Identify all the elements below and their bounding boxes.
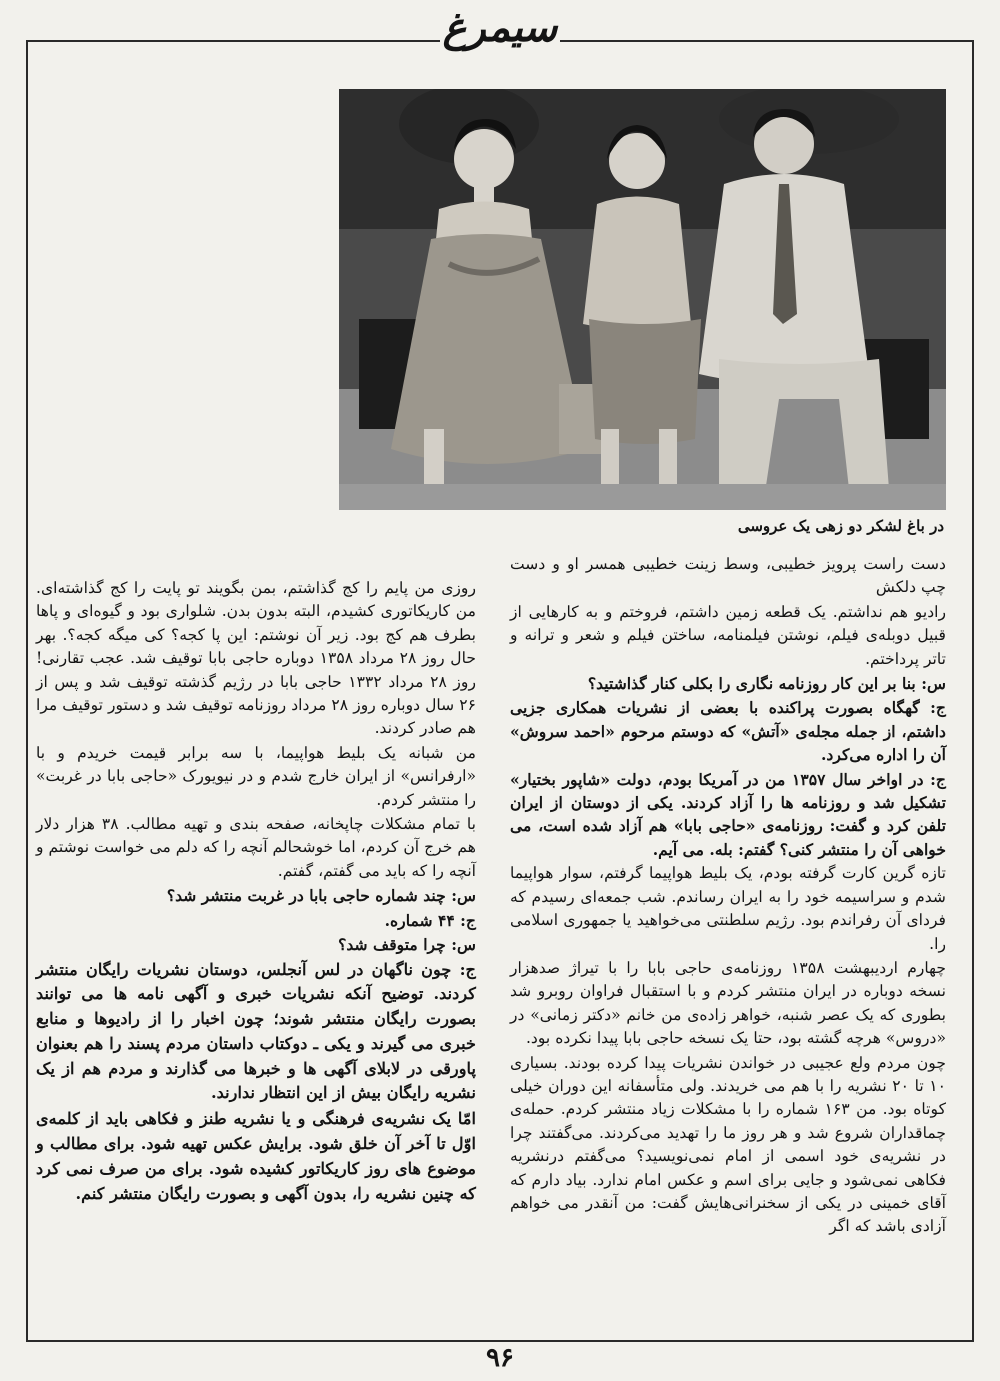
magazine-masthead: سیمرغ xyxy=(440,0,560,56)
paragraph: چون مردم ولع عجیبی در خواندن نشریات پیدا کرده بودند. بسیاری ۱۰ تا ۲۰ نشریه را با هم می خریدند. ولی متأسفانه این دوران خیلی کوتاه بود. من ۱۶۳ شماره را با مشکلات زیاد منتشر کردم. حمله‌ی چماقداران شروع شد و هر روز ما را تهدید می‌کردند. می‌گفتند چرا در نشریه‌ی خود اسمی از امام نمی‌نویسید؟ می‌گفتم درنشریه فکاهی نمی‌شود و جایی برای اسم و عکس امام ندارد. بیاد دارم که آقای خمینی در یکی از سخنرانی‌هایش گفت: من آنقدر می خواهم آزادی باشد که اگر xyxy=(510,1053,946,1236)
paragraph: روزی من پایم را کج گذاشتم، بمن بگویند تو پایت را کج گذاشته‌ای. من کاریکاتوری کشیدم، البته بدون بدن. شلواری بود و گیوه‌ای و پاها بطرف هم کج بود. زیر آن نوشتم: این پا کجه؟ کی میگه کجه؟. بهر حال روز ۲۸ مرداد ۱۳۵۸ دوباره حاجی بابا توقیف شد. عجب تقارنی! روز ۲۸ مرداد ۱۳۳۲ حاجی بابا در رژیم گذشته توقیف شد و پس از ۲۶ سال دوباره روز ۲۸ مرداد روزنامه توقیف شد و دستور توقیف مرا هم صادر کردند. xyxy=(36,579,476,738)
paragraph: با تمام مشکلات چاپخانه، صفحه بندی و تهیه مطالب. ۳۸ هزار دلار هم خرج آن کردم، اما خوشحالم آنچه را که دلم می خواست نوشتم و آنچه را که باید می گفتم، گفتم. xyxy=(36,815,476,880)
paragraph: چهارم اردیبهشت ۱۳۵۸ روزنامه‌ی حاجی بابا را با تیراژ صدهزار نسخه دوباره در ایران منتشر کردم و با استقبال فراوان روبرو شد بطوری که یک عصر شنبه، خواهر زاده‌ی من خانم «دکتر زمانی» در «دروس» هرچه گشته بود، حتا یک نسخه حاجی بابا پیدا نکرده بود. xyxy=(510,958,946,1048)
photo-caption-subline: دست راست پرویز خطیبی، وسط زینت خطیبی همسر او و دست چپ دلکش xyxy=(510,555,946,597)
interview-answer: ج: گهگاه بصورت پراکنده با بعضی از نشریات همکاری جزیی داشتم، از جمله مجله‌ی «آتش» که دوستم مرحوم «احمد سروش» آن را اداره می‌کرد. xyxy=(510,698,946,765)
photo-caption: در باغ لشکر دو زهی یک عروسی xyxy=(737,517,944,535)
paragraph: من شبانه یک بلیط هواپیما، با سه برابر قیمت خریدم و با «ارفرانس» از ایران خارج شدم و در نیویورک «حاجی بابا در غربت» را منتشر کردم. xyxy=(36,743,476,809)
interview-answer: ج: چون ناگهان در لس آنجلس، دوستان نشریات رایگان منتشر کردند. توضیح آنکه نشریات خبری و آگهی نامه ها می توانند بصورت رایگان منتشر شوند؛ چون اخبار را از رادیوها و منابع خبری می گیرند و یکی ـ دوکتاب داستان مردم پسند را هم بعنوان پاورقی در لابلای آگهی ها و خبرها می گذارند و مردم هم از یک نشریه رایگان بیش از این انتظار ندارند. xyxy=(36,959,476,1103)
interview-question: س: چرا متوقف شد؟ xyxy=(338,935,476,955)
archival-photo xyxy=(339,89,946,510)
interview-question: س: چند شماره حاجی بابا در غربت منتشر شد؟ xyxy=(166,886,476,906)
interview-question: س: بنا بر این کار روزنامه نگاری را بکلی کنار گذاشتید؟ xyxy=(587,674,946,694)
article-column-right xyxy=(510,553,946,1240)
interview-answer: ج: ۴۴ شماره. xyxy=(384,910,476,930)
page-number: ۹۶ xyxy=(486,1343,514,1373)
paragraph: امّا یک نشریه‌ی فرهنگی و یا نشریه طنز و فکاهی باید از کلمه‌ی اوّل تا آخر آن خلق شود. برایش عکس تهیه شود. برای مطالب و موضوع های روز کاریکاتور کشیده شود. برای من صرف نمی کرد که چنین نشریه را، بدون آگهی و بصورت رایگان منتشر کنم. xyxy=(36,1109,476,1203)
interview-answer: ج: در اواخر سال ۱۳۵۷ من در آمریکا بودم، دولت «شاپور بختیار» تشکیل شد و روزنامه ها را آزاد کردند. یکی از دوستان از ایران تلفن کرد و گفت: روزنامه‌ی «حاجی بابا» هم آزاد شده است، می خواهی آن را منتشر کنی؟ گفتم: بله. می آیم. xyxy=(510,769,946,859)
paragraph: تازه گرین کارت گرفته بودم، یک بلیط هواپیما گرفتم، سوار هواپیما شدم و سراسیمه خود را به ایران رساندم. شب جمعه‌ای رسیدم که فردای آن رفراندم بود. رژیم سلطنتی می‌خواهید یا جمهوری اسلامی را. xyxy=(510,864,946,953)
paragraph: رادیو هم نداشتم. یک قطعه زمین داشتم، فروختم و به کارهایی از قبیل دوبله‌ی فیلم، نوشتن فیلمنامه، ساختن فیلم و شعر و ترانه و تاتر پرداختم. xyxy=(510,602,946,668)
article-column-left xyxy=(36,577,476,1207)
